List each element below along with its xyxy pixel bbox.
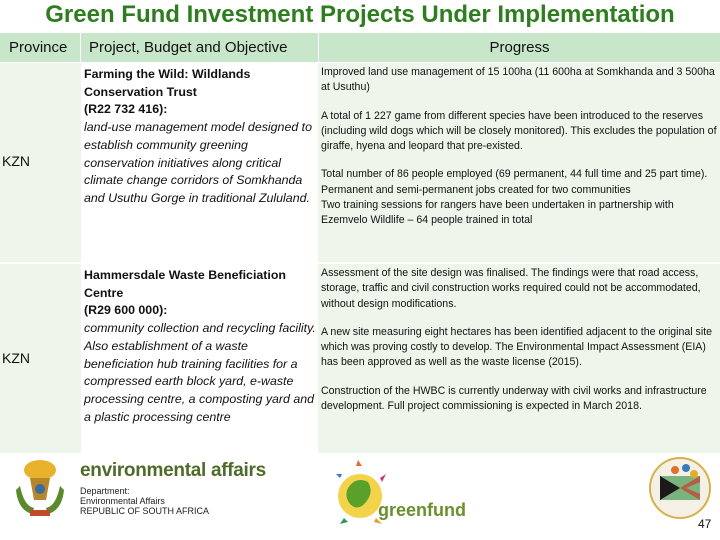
dept-name: environmental affairs: [80, 460, 266, 481]
progress-item: Improved land use management of 15 100ha (11 600ha at Somkhanda and 3 500ha at Usuthu): [321, 66, 715, 94]
progress-item: Total number of 86 people employed (69 permanent, 44 full time and 25 part time). Permanent and semi-permanent jobs created for two communities: [321, 168, 708, 196]
progress-cell: [319, 63, 720, 262]
projects-table: [0, 33, 720, 453]
progress-item: Construction of the HWBC is currently underway with civil works and infrastructure development. Full project commissioning is expected in March 2018.: [321, 384, 707, 413]
greenfund-name: greenfund: [378, 500, 466, 520]
project-budget: (R22 732 416):: [84, 102, 168, 117]
dept-details: Department: Environmental Affairs REPUBLIC OF SOUTH AFRICA: [80, 486, 210, 516]
table-row: [0, 63, 720, 262]
header-province: Province: [0, 33, 80, 62]
header-project: Project, Budget and Objective: [81, 33, 318, 62]
progress-item: A total of 1 227 game from different species have been introduced to the reserves (including wild dogs which will be closely monitored). This excludes the population of giraffe, hyena and leopard that pre-existed.: [321, 109, 717, 153]
project-objective: land-use management model designed to establish community greening conservation initiatives along critical climate change corridors of Somkhanda and Usuthu Gorge in traditional Zululand.: [84, 120, 312, 205]
greenfund-logo-icon: [336, 458, 466, 534]
project-cell: [81, 63, 318, 262]
progress-cell: [319, 264, 720, 453]
province-cell: KZN: [0, 264, 80, 453]
project-name: Farming the Wild: Wildlands Conservation Trust: [84, 67, 251, 99]
table-row: [0, 264, 720, 453]
project-objective: community collection and recycling facility. Also establishment of a waste beneficiation hub training facilities for a compressed earth block yard, e-waste processing centre, a composting yard and a plastic processing centre: [84, 321, 316, 424]
page-title: Green Fund Investment Projects Under Implementation: [45, 1, 675, 28]
progress-item: Two training sessions for rangers have been undertaken in partnership with Ezemvelo Wildlife – 64 people trained in total: [321, 199, 674, 227]
progress-item: A new site measuring eight hectares has been identified adjacent to the original site which was proving costly to develop. The Environmental Impact Assessment (EIA) has been approved as well as the waste license (2015).: [321, 325, 713, 369]
header-progress: Progress: [319, 33, 720, 62]
progress-item: Assessment of the site design was finalised. The findings were that road access, storage, traffic and civil construction works required could not be accommodated, without design modifications.: [321, 267, 701, 310]
province-cell: KZN: [0, 63, 80, 262]
freedom-logo-icon: [620, 456, 716, 522]
project-budget: (R29 600 000):: [84, 303, 168, 318]
coat-of-arms-icon: [10, 456, 70, 520]
page-number: 47: [698, 517, 712, 531]
project-cell: [81, 264, 318, 453]
project-name: Hammersdale Waste Beneficiation Centre: [84, 268, 286, 300]
